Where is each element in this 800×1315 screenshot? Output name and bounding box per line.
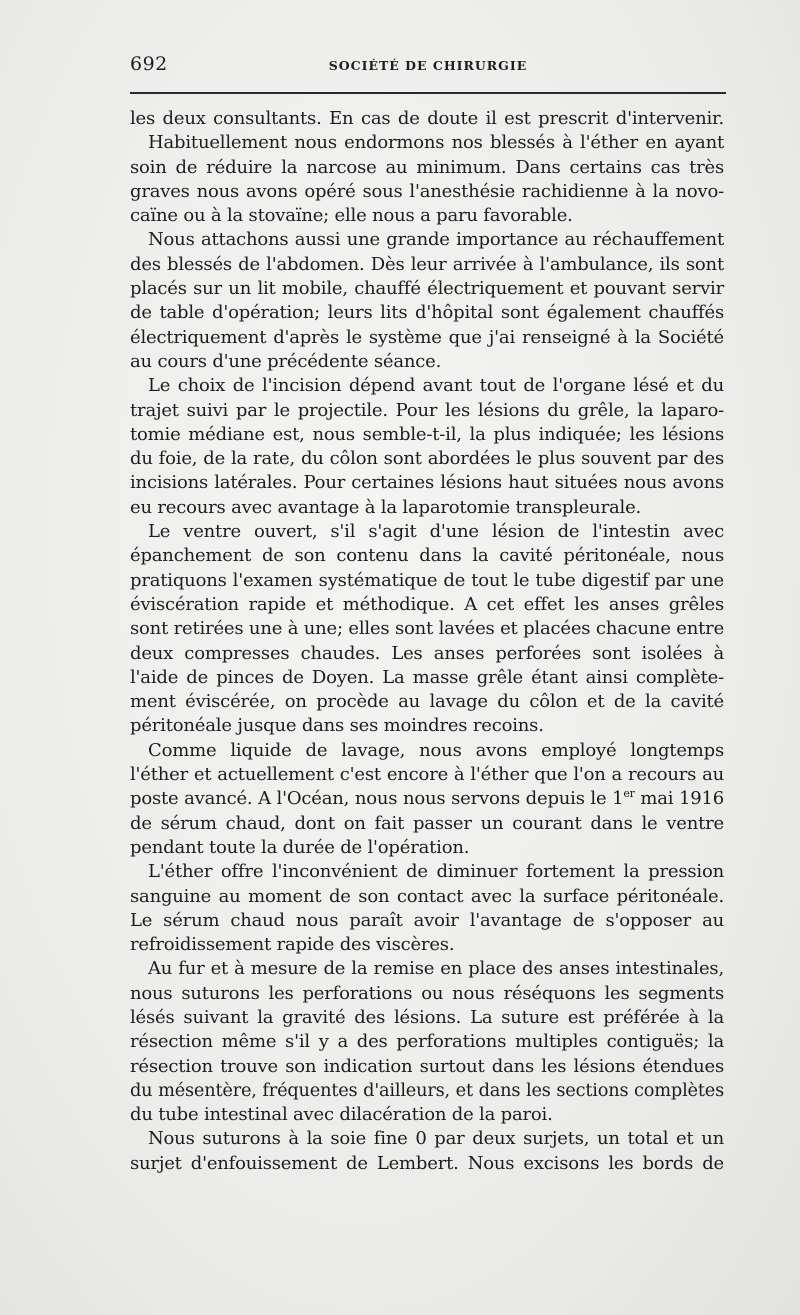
text-line: Au fur et à mesure de la remise en place des anses intestinales, [148,958,724,980]
text-line: graves nous avons opéré sous l'anesthésie rachidienne à la novo- [130,180,724,202]
text-line: du foie, de la rate, du côlon sont abordées le plus souvent par des [130,448,724,470]
text-line: surjet d'enfouissement de Lembert. Nous excisons les bords de [130,1152,724,1174]
text-line: incisions latérales. Pour certaines lésions haut situées nous avons [130,472,724,494]
text-line: lésés suivant la gravité des lésions. La suture est préférée à la [130,1006,724,1028]
header-rule [130,92,726,94]
text-line: caïne ou à la stovaïne; elle nous a paru favorable. [130,205,573,227]
body-text [130,107,724,1176]
text-line: trajet suivi par le projectile. Pour les lésions du grêle, la laparo- [130,399,724,421]
text-line: L'éther offre l'inconvénient de diminuer fortement la pression [148,861,724,883]
text-line: résection même s'il y a des perforations multiples contiguës; la [130,1031,724,1053]
text-line: du tube intestinal avec dilacération de la paroi. [130,1104,553,1126]
text-line: au cours d'une précédente séance. [130,350,442,372]
text-line: pratiquons l'examen systématique de tout le tube digestif par une [130,569,724,591]
text-line: résection trouve son indication surtout dans les lésions étendues [130,1055,724,1077]
text-line: Le ventre ouvert, s'il s'agit d'une lésion de l'intestin avec [148,521,724,543]
text-line: du mésentère, fréquentes d'ailleurs, et dans les sections complètes [130,1080,724,1101]
text-line: de sérum chaud, dont on fait passer un courant dans le ventre [130,812,724,834]
text-line: tomie médiane est, nous semble-t-il, la plus indiquée; les lésions [130,423,724,445]
text-line: deux compresses chaudes. Les anses perforées sont isolées à [130,642,724,664]
text-line: refroidissement rapide des viscères. [130,934,455,956]
text-line: éviscération rapide et méthodique. A cet effet les anses grêles [130,593,724,615]
page-number: 692 [130,53,168,75]
ordinal-superscript: er [623,787,635,801]
text-line: soin de réduire la narcose au minimum. Dans certains cas très [130,156,724,178]
text-line: ment éviscérée, on procède au lavage du côlon et de la cavité [130,691,724,713]
text-segment: mai 1916 [634,788,725,810]
text-line: eu recours avec avantage à la laparotomie transpleurale. [130,496,642,518]
text-line: placés sur un lit mobile, chauffé électriquement et pouvant servir [130,278,724,300]
text-line: l'aide de pinces de Doyen. La masse grêle étant ainsi complète- [130,666,724,688]
text-segment: poste avancé. A l'Océan, nous nous servons depuis le 1 [130,788,624,810]
text-line: de table d'opération; leurs lits d'hôpital sont également chauffés [130,302,724,324]
text-line: les deux consultants. En cas de doute il est prescrit d'intervenir. [130,108,724,129]
text-line: péritonéale jusque dans ses moindres recoins. [130,715,544,737]
text-line: Habituellement nous endormons nos blessés à l'éther en ayant [148,132,724,154]
text-line: Nous suturons à la soie fine 0 par deux surjets, un total et un [148,1128,724,1150]
text-line: Le choix de l'incision dépend avant tout de l'organe lésé et du [148,375,724,397]
text-line: Le sérum chaud nous paraît avoir l'avantage de s'opposer au [130,909,724,931]
text-line: nous suturons les perforations ou nous réséquons les segments [130,982,724,1004]
text-line: épanchement de son contenu dans la cavité péritonéale, nous [130,545,724,567]
text-line-with-superscript [130,787,724,811]
text-line: sont retirées une à une; elles sont lavées et placées chacune entre [130,618,725,640]
text-line: des blessés de l'abdomen. Dès leur arrivée à l'ambulance, ils sont [130,253,724,275]
text-line: électriquement d'après le système que j'ai renseigné à la Société [130,326,724,348]
running-title: SOCIÉTÉ DE CHIRURGIE [328,58,528,73]
text-line: pendant toute la durée de l'opération. [130,836,470,858]
text-line: Comme liquide de lavage, nous avons employé longtemps [148,739,724,761]
text-line: sanguine au moment de son contact avec la surface péritonéale. [130,885,724,907]
text-line: l'éther et actuellement c'est encore à l'éther que l'on a recours au [130,764,724,786]
text-line: Nous attachons aussi une grande importance au réchauffement [148,229,724,251]
page-header [130,53,726,77]
